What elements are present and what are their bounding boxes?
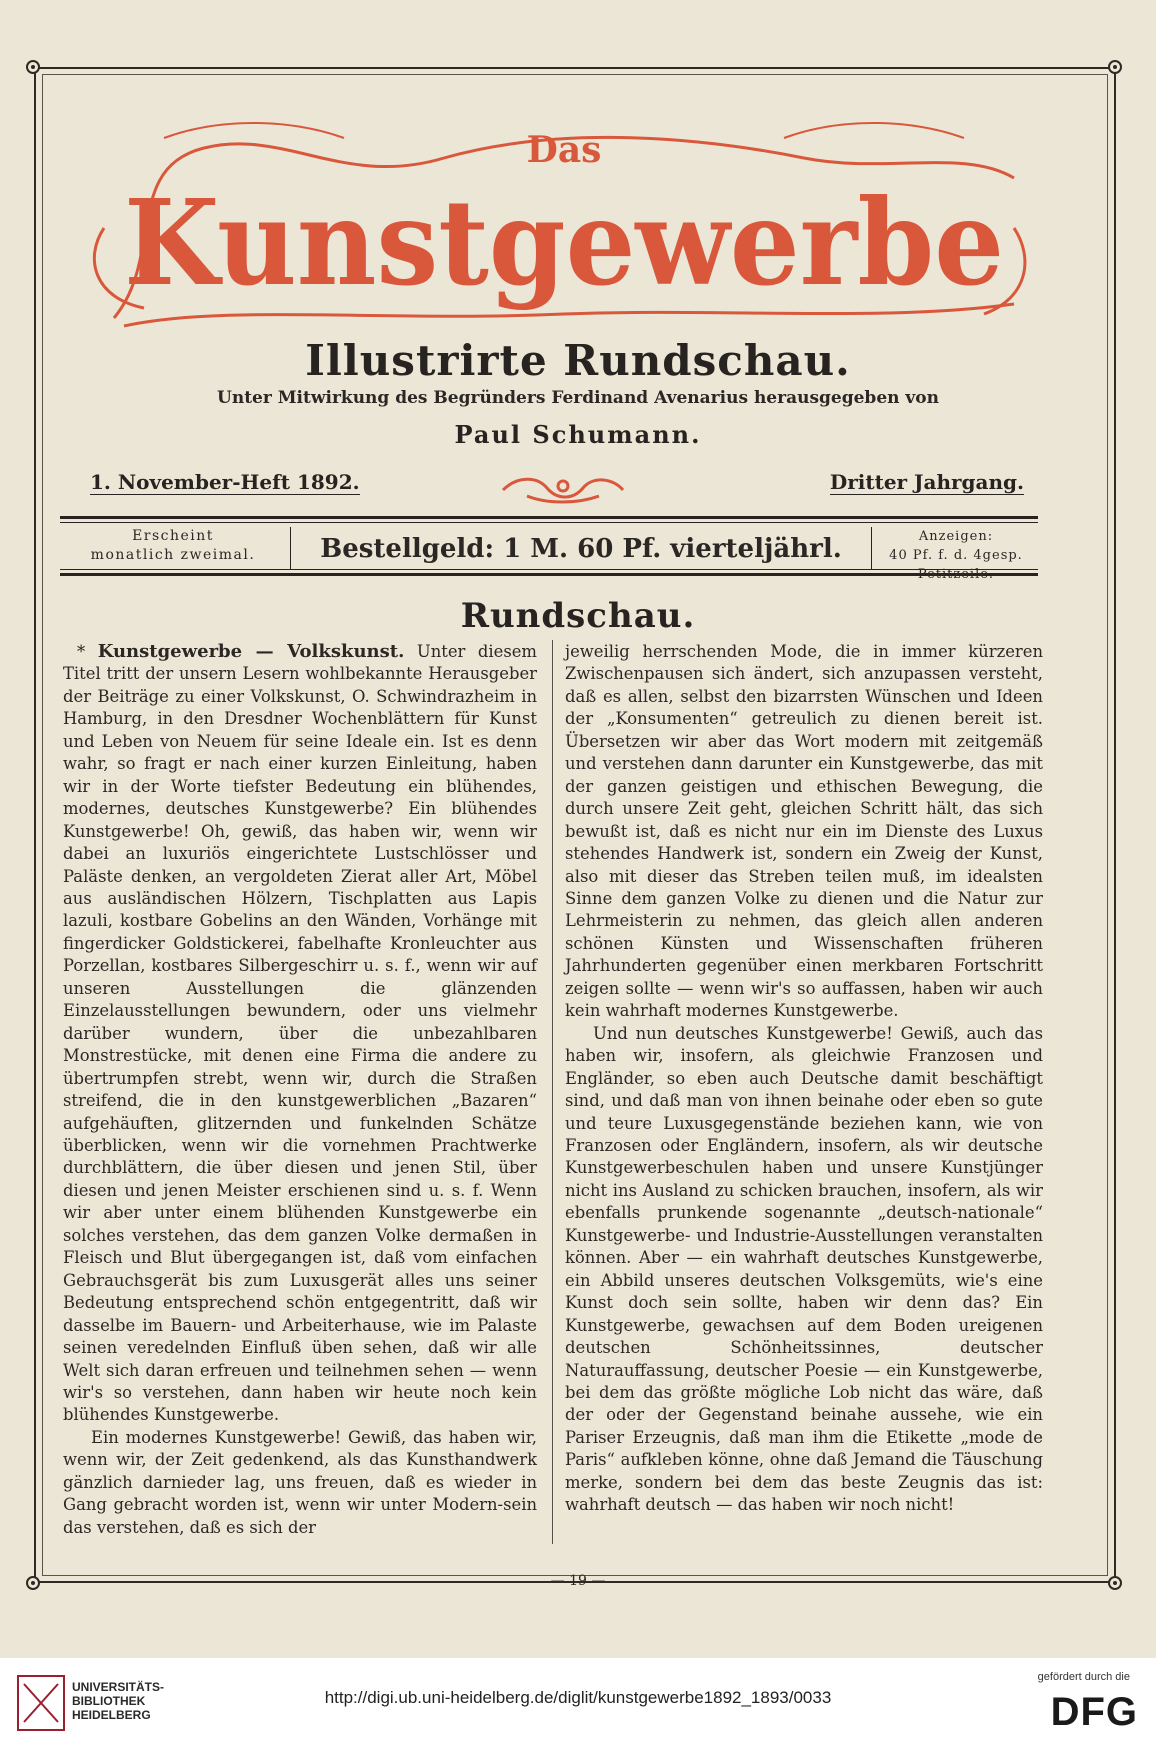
editor-name: Paul Schumann. [454, 420, 702, 449]
page-number: — 19 — [550, 1573, 606, 1589]
ads-line: Anzeigen: [918, 529, 994, 544]
masthead-article: Das [526, 129, 602, 171]
dfg-logo: DFG [1050, 1690, 1138, 1734]
subscription-price: Bestellgeld: 1 M. 60 Pf. vierteljährl. [290, 527, 872, 569]
issue-date: 1. November-Heft 1892. [90, 470, 360, 494]
flourish-ornament-icon [497, 472, 629, 508]
subscription-bar [60, 516, 1038, 582]
frequency-line: Erscheint [132, 528, 214, 544]
masthead-logo [84, 108, 1044, 334]
digitization-footer [0, 1658, 1156, 1747]
article-paragraph: Und nun deutsches Kunstgewerbe! Gewiß, auch das haben wir, insofern, als gleichwie Franzosen und Engländer, so eben auch Deutsche damit beschäftigt sind, und daß man von ihnen beinahe oder eben so gute und teure Luxusgegenstände beziehen kann, wie von Franzosen oder Engländern, insofern, als wir deutsche Kunstgewerbeschulen haben und unsere Kunstjünger nicht ins Ausland zu schicken brauchen, insofern, als wir ebenfalls prunkende sogenannte „deutsch-nationale“ Kunstgewerbe- und Industrie-Ausstellungen veranstalten können. Aber — ein wahrhaft deutsches Kunstgewerbe, ein Abbild unseres deutschen Volksgemüts, wie's eine Kunst doch sein sollte, haben wir denn das? Ein Kunstgewerbe, gewachsen auf dem Boden ureigenen deutschen Schönheitssinnes, deutscher Naturauffassung, deutscher Poesie — ein Kunstgewerbe, bei dem das größte mögliche Lob nicht das wäre, daß der oder der Gegenstand beinahe aussehe, wie ein Pariser Erzeugnis, daß man ihm die Etikette „mode de Paris“ aufkleben könne, ohne daß Jemand die Täuschung merke, sondern bei dem das beste Zeugnis das ist: wahrhaft deutsch — das haben wir noch nicht! [565, 1023, 1043, 1515]
institution-line: HEIDELBERG [72, 1708, 151, 1722]
masthead-title: Kunstgewerbe [124, 173, 1004, 312]
frequency-line: monatlich zweimal. [90, 547, 256, 563]
article-paragraph: Ein modernes Kunstgewerbe! Gewiß, das haben wir, wenn wir, der Zeit gedenkend, als das Kunsthandwerk gänzlich darnieder lag, uns freuen, daß es wieder in Gang gebracht worden ist, wenn wir unter Modern-sein das verstehen, daß es sich der [63, 1427, 537, 1537]
institution-line: UNIVERSITÄTS- [72, 1680, 165, 1694]
column-divider [552, 640, 553, 1544]
funding-note: gefördert durch die [1037, 1671, 1130, 1683]
permalink-url[interactable]: http://digi.ub.uni-heidelberg.de/diglit/kunstgewerbe1892_1893/0033 [324, 1688, 832, 1707]
institution-line: BIBLIOTHEK [72, 1694, 146, 1708]
advertising-rate [874, 527, 1038, 582]
article-column-right [565, 641, 1043, 1517]
article-paragraph: jeweilig herrschenden Mode, die in immer kürzeren Zwischenpausen sich ändert, sich anzupassen versteht, daß es allen, selbst den bizarrsten Wünschen und Ideen der „Konsumenten“ getreulich zu dienen bereit ist. Übersetzen wir aber das Wort modern mit zeitgemäß und verstehen dann darunter ein Kunstgewerbe, das mit der ganzen geistigen und ethischen Bewegung, die durch unsere Zeit geht, gleichen Schritt hält, das sich bewußt ist, daß es nicht nur ein im Dienste des Luxus stehendes Handwerk ist, sondern ein Zweig der Kunst, also mit dieser das Streben teilen muß, im idealsten Sinne dem ganzen Volke zu dienen und die Natur zur Lehrmeisterin zu nehmen, das gleich allen anderen schönen Künsten und Wissenschaften früheren Jahrhunderten gegenüber einen merkbaren Fortschritt zeigen sollte — wenn wir's so auffassen, haben wir auch kein wahrhaft modernes Kunstgewerbe. [565, 642, 1043, 1021]
volume-label: Dritter Jahrgang. [829, 470, 1024, 494]
ads-line: 40 Pf. f. d. 4gesp. Petitzeile. [889, 548, 1023, 582]
section-title: Rundschau. [460, 596, 696, 636]
cooperation-line: Unter Mitwirkung des Begründers Ferdinand Avenarius herausgegeben von [217, 388, 939, 408]
article-column-left [63, 641, 537, 1539]
page-subtitle: Illustrirte Rundschau. [305, 336, 851, 385]
paragraph-text: Unter diesem Titel tritt der unsern Lesern wohlbekannte Herausgeber der Beiträge zu einer Volkskunst, O. Schwindrazheim in Hamburg, in den Dresdner Wochenblättern für Kunst und Leben von Neuem für seine Ideale ein. Ist es denn wahr, so fragt er nach einer kurzen Einleitung, haben wir in der Worte tiefster Bedeutung ein blühendes, modernes, deutsches Kunstgewerbe? Ein blühendes Kunstgewerbe! Oh, gewiß, das haben wir, wenn wir dabei an luxuriös eingerichtete Lustschlösser und Paläste denken, an vergoldeten Zierat aller Art, Möbel aus ausländischen Hölzern, Tischplatten aus Lapis lazuli, kostbare Gobelins an den Wänden, Vorhänge mit fingerdicker Goldstickerei, fabelhafte Kronleuchter aus Porzellan, kostbares Silbergeschirr u. s. f., wenn wir auf unseren Ausstellungen die glänzenden Einzelausstellungen bewundern, oder uns vielmehr darüber wundern, über die unbezahlbaren Monstrestücke, mit denen eine Firma die andere zu übertrumpfen strebt, wenn wir, durch die Straßen streifend, die in den kunstgewerblichen „Bazaren“ aufgehäuften, glitzernden und funkelnden Schätze überblicken, wenn wir die vornehmen Prachtwerke durchblättern, die über diesen und jenen Stil, über diesen und jenen Meister erschienen sind u. s. f. Wenn wir aber unter einem blühenden Kunstgewerbe ein solches verstehen, das dem ganzen Volke dermaßen in Fleisch und Blut übergegangen ist, daß vom einfachen Gebrauchsgerät bis zum Luxusgerät alles uns seiner Bedeutung entsprechend schön entgegentritt, daß wir dasselbe im Bauern- und Arbeiterhause, wie im Palaste seinen veredelnden Einfluß üben sehen, daß wir alle Welt sich daran erfreuen und teilnehmen sehen — wenn wir's so verstehen, dann haben wir heute noch kein blühendes Kunstgewerbe. [63, 642, 537, 1425]
article-paragraph [63, 641, 537, 1427]
publication-frequency [60, 527, 286, 569]
corner-ornament-icon [1108, 60, 1122, 74]
corner-ornament-icon [26, 60, 40, 74]
asterisk-marker: * [77, 642, 86, 661]
article-rubric: Kunstgewerbe — Volkskunst. [97, 641, 405, 662]
